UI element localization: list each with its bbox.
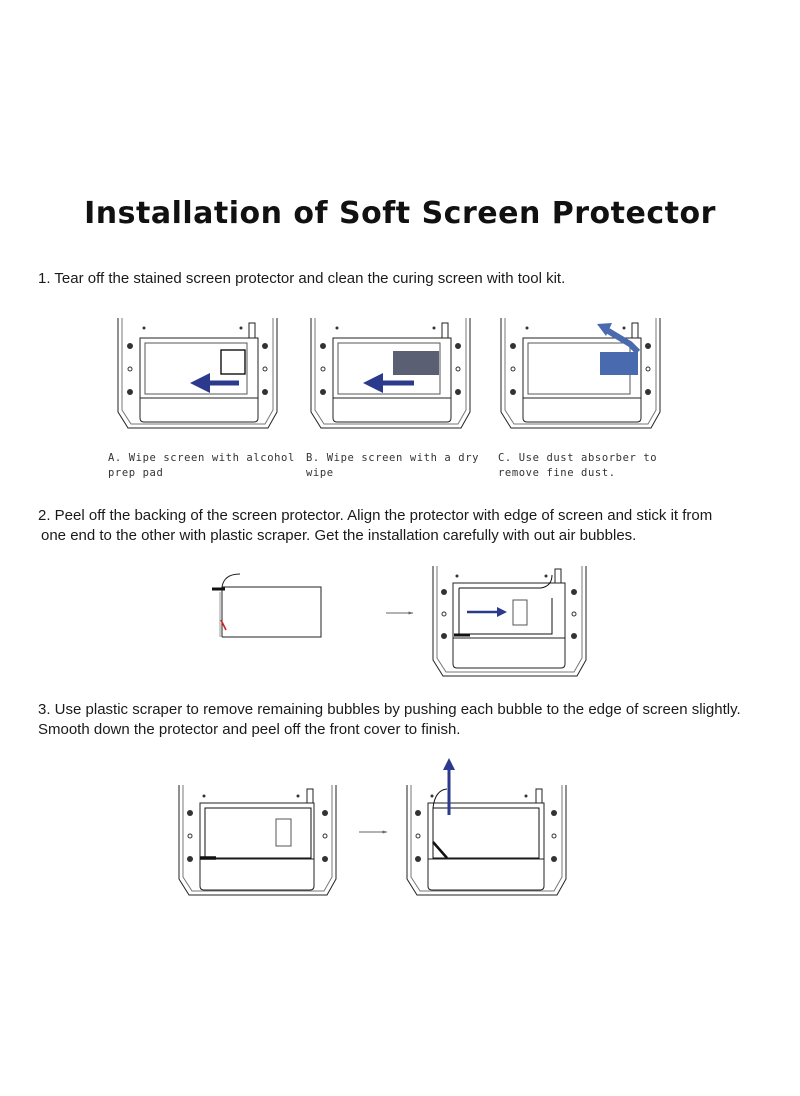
step-2-line2: one end to the other with plastic scraper. Get the installation carefully with out air bubbles. [41, 527, 637, 544]
caption-b-line2: wipe [306, 467, 334, 479]
caption-a-line1: A. Wipe screen with alcohol [108, 452, 295, 464]
dry-wipe-block [393, 351, 439, 375]
device-step3-left [179, 785, 336, 895]
caption-c-line2: remove fine dust. [498, 467, 616, 479]
caption-a-line2: prep pad [108, 467, 164, 479]
device-panel-a [118, 318, 277, 428]
page-title: Installation of Soft Screen Protector [84, 196, 716, 231]
device-step3-right [407, 785, 566, 895]
protector-sheet [212, 574, 321, 637]
step-2-line1: 2. Peel off the backing of the screen protector. Align the protector with edge of screen and stick it from [38, 507, 713, 524]
device-step2 [433, 566, 586, 676]
step-1-text: 1. Tear off the stained screen protector and clean the curing screen with tool kit. [38, 270, 566, 287]
device-panel-b [311, 318, 470, 428]
caption-b-line1: B. Wipe screen with a dry [306, 452, 480, 464]
step-3-line2: Smooth down the protector and peel off the front cover to finish. [38, 721, 461, 738]
step-3-line1: 3. Use plastic scraper to remove remaining bubbles by pushing each bubble to the edge of screen slightly. [38, 701, 741, 718]
caption-c-line1: C. Use dust absorber to [498, 452, 658, 464]
